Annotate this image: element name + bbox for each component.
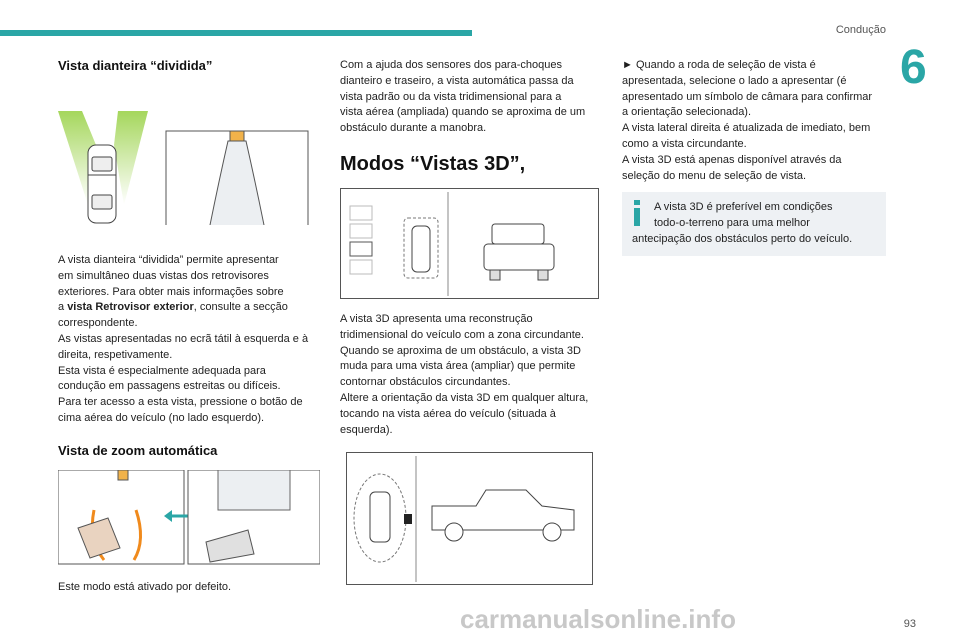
screen-button-1 bbox=[350, 206, 372, 220]
figure-auto-zoom bbox=[58, 470, 320, 566]
chapter-number: 6 bbox=[900, 41, 927, 94]
link-mirror-view: vista Retrovisor exterior bbox=[67, 301, 194, 314]
heading-3d-modes: Modos “Vistas 3D”, bbox=[340, 152, 526, 175]
camera-icon bbox=[230, 131, 244, 141]
paragraph-auto-view: Com a ajuda dos sensores dos para-choques dianteiro e traseiro, a vista automática passa da vista padrão ou da vista tridimensional para a vista aérea (ampliada) quando se aproxima de um obstáculo durante a manobra. bbox=[340, 59, 586, 135]
paragraph-3d-view: A vista 3D apresenta uma reconstrução tridimensional do veículo com a zona circundante. Quando se aproxima de um obstáculo, a vista 3D muda para uma vista área (ampliar) que permite contornar obstáculos circundantes. Altere a orientação da vista 3D em qualquer altura, tocando na vista aérea do veículo (situada à esquerda). bbox=[340, 312, 589, 436]
screen-frame bbox=[341, 188, 599, 298]
figure-3d-screen bbox=[340, 188, 600, 300]
screen-button-4 bbox=[350, 260, 372, 274]
figure-3d-side bbox=[346, 452, 594, 586]
auto-zoom-illustration bbox=[58, 470, 320, 566]
column-1 bbox=[58, 58, 320, 596]
vehicle-rear-view bbox=[218, 470, 290, 510]
heading-auto-zoom: Vista de zoom automática bbox=[58, 442, 218, 458]
screen-button-3d bbox=[350, 242, 372, 256]
info-icon bbox=[632, 200, 642, 226]
3d-side-illustration bbox=[346, 452, 594, 586]
page-number: 93 bbox=[903, 618, 916, 630]
heading-split-front-view: Vista dianteira “dividida” bbox=[58, 58, 213, 73]
3d-screen-illustration bbox=[340, 188, 600, 300]
screen-button-2 bbox=[350, 224, 372, 238]
split-view-illustration bbox=[58, 85, 320, 225]
column-2 bbox=[340, 58, 602, 586]
info-text: A vista 3D é preferível em condições todo-o-terreno para uma melhor antecipação dos obstáculos perto do veículo. bbox=[632, 201, 853, 245]
paragraph-view-wheel: ► Quando a roda de seleção de vista é apresentada, selecione o lado a apresentar (é apresentado um símbolo de câmara para confirmar a orientação selecionada). A vista lateral direita é atualizada de imediato, bem como a vista circundante. A vista 3D está apenas disponível através da seleção do menu de seleção de vista. bbox=[622, 59, 873, 182]
camera-selected-icon bbox=[404, 514, 412, 524]
car-aerial-icon bbox=[412, 226, 430, 272]
watermark-text: carmanualsonline.info bbox=[460, 604, 736, 634]
sensor-icon bbox=[118, 470, 128, 480]
camera-zone-right bbox=[114, 111, 148, 205]
car-aerial-icon-2 bbox=[370, 492, 390, 542]
paragraph-auto-zoom: Este modo está ativado por defeito. bbox=[58, 580, 232, 593]
aerial-frame bbox=[58, 470, 184, 564]
column-3 bbox=[622, 58, 886, 256]
car-top-view-icon bbox=[88, 145, 116, 223]
info-box bbox=[622, 192, 886, 255]
figure-split-front-view bbox=[58, 85, 320, 225]
paragraph-split-view: A vista dianteira “dividida” permite apresentar em simultâneo duas vistas dos retrovisores exteriores. Para obter mais informações sobre a vista Retrovisor exterior, consulte a secção correspondente. As vistas apresentadas no ecrã tátil à esquerda e à direita, respetivamente. Esta vista é especialmente adequada para condução em passagens estreitas ou difíceis. Para ter acesso a esta vista, pressione o botão de cima aérea do veículo (no lado esquerdo). bbox=[58, 254, 309, 424]
chapter-color-bar bbox=[0, 30, 472, 36]
section-title: Condução bbox=[835, 24, 886, 36]
